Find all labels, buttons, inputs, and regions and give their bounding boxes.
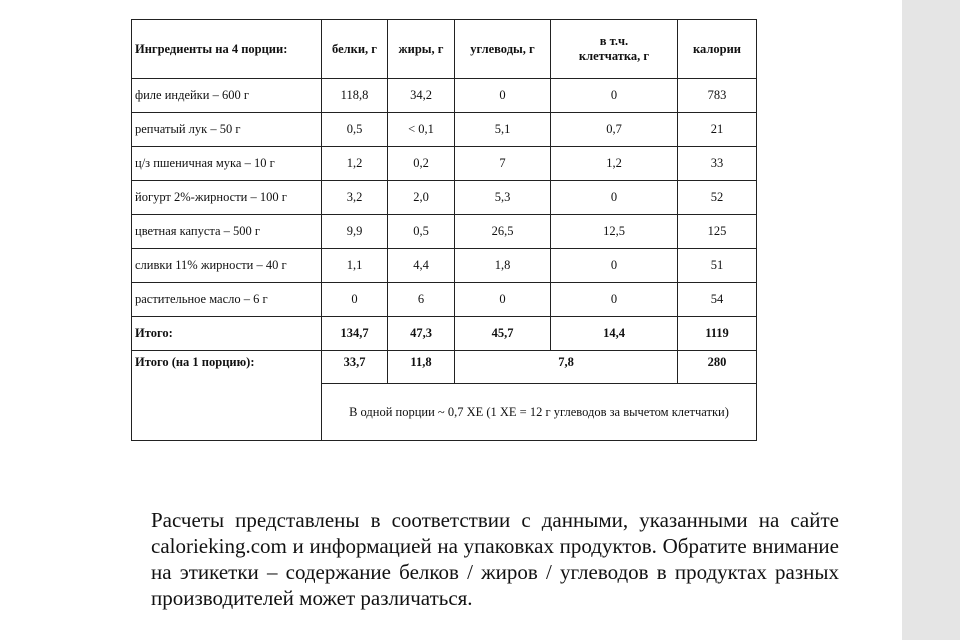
cell-fiber: 0 [551,249,678,283]
header-calories: калории [678,20,757,79]
cell-protein: 0 [322,283,388,317]
cell-fiber: 12,5 [551,215,678,249]
cell-carbs: 1,8 [455,249,551,283]
cell-name: цветная капуста – 500 г [132,215,322,249]
per-portion-label: Итого (на 1 порцию): [132,351,322,441]
cell-calories: 21 [678,113,757,147]
header-carbs: углеводы, г [455,20,551,79]
viewer-gutter [902,0,960,640]
cell-name: ц/з пшеничная мука – 10 г [132,147,322,181]
header-fiber-line1: в т.ч. [599,34,629,48]
cell-protein: 1,2 [322,147,388,181]
total-protein: 134,7 [322,317,388,351]
nutrition-table [131,19,757,441]
per-portion-calories: 280 [678,351,757,384]
cell-carbs: 0 [455,283,551,317]
table-row [132,147,757,181]
cell-calories: 33 [678,147,757,181]
cell-fiber: 0 [551,283,678,317]
cell-carbs: 7 [455,147,551,181]
cell-calories: 51 [678,249,757,283]
cell-name: растительное масло – 6 г [132,283,322,317]
cell-fiber: 0 [551,181,678,215]
header-fat: жиры, г [388,20,455,79]
total-label: Итого: [132,317,322,351]
table-row [132,283,757,317]
per-portion-protein: 33,7 [322,351,388,384]
per-portion-fat: 11,8 [388,351,455,384]
cell-calories: 783 [678,79,757,113]
total-carbs: 45,7 [455,317,551,351]
cell-calories: 54 [678,283,757,317]
table-header-row [132,20,757,79]
total-row [132,317,757,351]
cell-protein: 0,5 [322,113,388,147]
cell-fiber: 1,2 [551,147,678,181]
xe-note: В одной порции ~ 0,7 ХЕ (1 ХЕ = 12 г углеводов за вычетом клетчатки) [322,384,757,441]
header-ingredients: Ингредиенты на 4 порции: [132,20,322,79]
cell-protein: 3,2 [322,181,388,215]
cell-protein: 1,1 [322,249,388,283]
cell-protein: 9,9 [322,215,388,249]
cell-carbs: 26,5 [455,215,551,249]
cell-fat: 0,5 [388,215,455,249]
cell-carbs: 5,3 [455,181,551,215]
per-portion-row [132,351,757,384]
total-calories: 1119 [678,317,757,351]
cell-name: репчатый лук – 50 г [132,113,322,147]
cell-fat: 34,2 [388,79,455,113]
cell-calories: 125 [678,215,757,249]
cell-fat: 0,2 [388,147,455,181]
table-row [132,249,757,283]
total-fat: 47,3 [388,317,455,351]
cell-protein: 118,8 [322,79,388,113]
table-row [132,181,757,215]
per-portion-net-carbs: 7,8 [455,351,678,384]
cell-fat: < 0,1 [388,113,455,147]
cell-name: сливки 11% жирности – 40 г [132,249,322,283]
header-protein: белки, г [322,20,388,79]
total-fiber: 14,4 [551,317,678,351]
table-row [132,215,757,249]
cell-name: филе индейки – 600 г [132,79,322,113]
table-row [132,79,757,113]
header-fiber [551,20,678,79]
cell-carbs: 5,1 [455,113,551,147]
table-row [132,113,757,147]
cell-name: йогурт 2%-жирности – 100 г [132,181,322,215]
cell-fiber: 0 [551,79,678,113]
source-paragraph: Расчеты представлены в соответствии с данными, указанными на сайте calorieking.com и информацией на упаковках продуктов. Обратите внимание на этикетки – содержание белков / жиров / углеводов в продуктах разных производителей может различаться. [151,508,839,610]
cell-fat: 6 [388,283,455,317]
cell-fiber: 0,7 [551,113,678,147]
cell-fat: 2,0 [388,181,455,215]
cell-calories: 52 [678,181,757,215]
cell-fat: 4,4 [388,249,455,283]
cell-carbs: 0 [455,79,551,113]
header-fiber-line2: клетчатка, г [578,49,650,63]
